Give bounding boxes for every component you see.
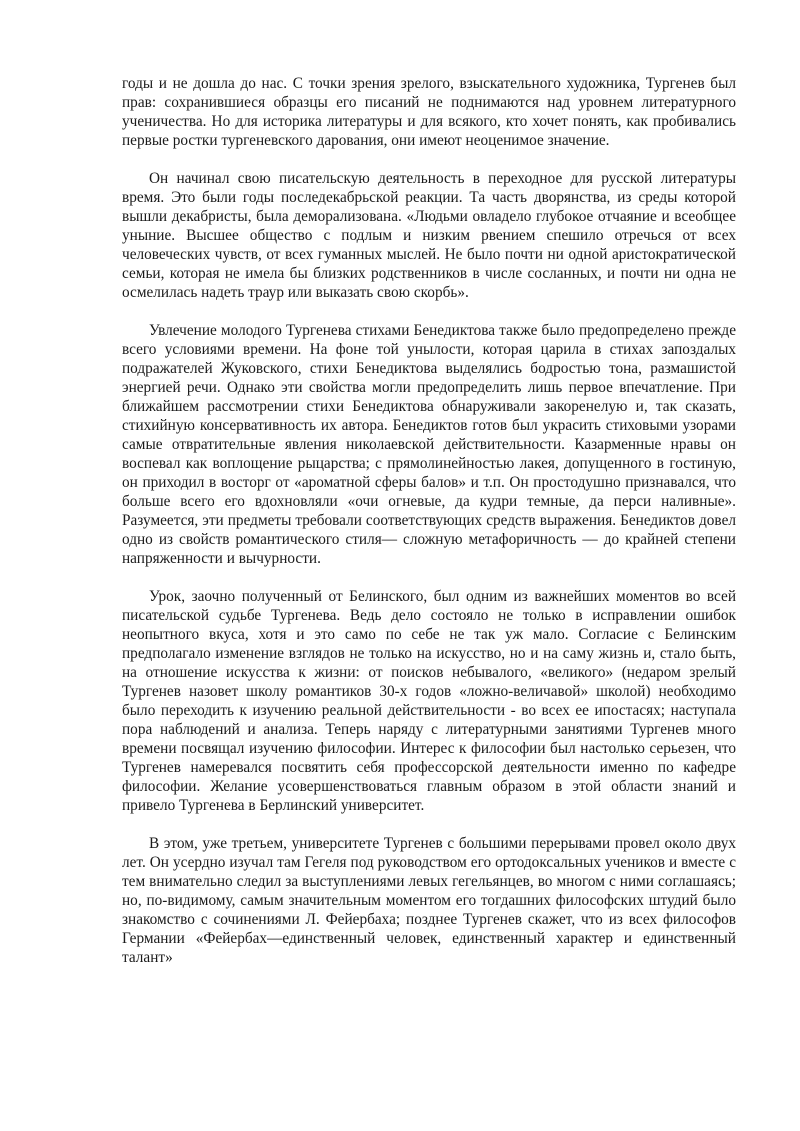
paragraph-4: Урок, заочно полученный от Белинского, был одним из важнейших моментов во всей писательской судьбе Тургенева. Ведь дело состояло не только в исправлении ошибок неопытного вкуса, хотя и это само по себе не так уж мало. Согласие с Белинским предполагало изменение взглядов не только на искусство, но и на саму жизнь и, стало быть, на отношение искусства к жизни: от поисков небывалого, «великого» (недаром зрелый Тургенев назовет школу романтиков 30-х годов «ложно-величавой» школой) необходимо было переходить к изучению реальной действительности - во всех ее ипостасях; наступала пора наблюдений и анализа. Теперь наряду с литературными занятиями Тургенев много времени посвящал изучению философии. Интерес к философии был настолько серьезен, что Тургенев намеревался посвятить себя профессорской деятельности именно по кафедре философии. Желание усовершенствоваться главным образом в этой области знаний и привело Тургенева в Берлинский университет. (122, 588, 736, 814)
paragraph-2: Он начинал свою писательскую деятельность в переходное для русской литературы время. Это были годы последекабрьской реакции. Та часть дворянства, из среды которой вышли декабристы, была деморализована. «Людьми овладело глубокое отчаяние и всеобщее уныние. Высшее общество с подлым и низким рвением спешило отречься от всех человеческих чувств, от всех гуманных мыслей. Не было почти ни одной аристократической семьи, которая не имела бы близких родственников в числе сосланных, и почти ни одна не осмелилась надеть траур или выказать свою скорбь». (122, 170, 736, 301)
document-page (122, 74, 736, 986)
paragraph-5: В этом, уже третьем, университете Тургенев с большими перерывами провел около двух лет. Он усердно изучал там Гегеля под руководством его ортодоксальных учеников и вместе с тем внимательно следил за выступлениями левых гегельянцев, во многом с ними соглашаясь; но, по-видимому, самым значительным моментом его тогдашних философских штудий было знакомство с сочинениями Л. Фейербаха; позднее Тургенев скажет, что из всех философов Германии «Фейербах—единственный человек, единственный характер и единственный талант» (122, 835, 736, 966)
paragraph-1: годы и не дошла до нас. С точки зрения зрелого, взыскательного художника, Тургенев был прав: сохранившиеся образцы его писаний не поднимаются над уровнем литературного ученичества. Но для историка литературы и для всякого, кто хочет понять, как пробивались первые ростки тургеневского дарования, они имеют неоценимое значение. (122, 75, 736, 149)
paragraph-3: Увлечение молодого Тургенева стихами Бенедиктова также было предопределено прежде всего условиями времени. На фоне той унылости, которая царила в стихах запоздалых подражателей Жуковского, стихи Бенедиктова выделялись бодростью тона, размашистой энергией речи. Однако эти свойства могли предопределить лишь первое впечатление. При ближайшем рассмотрении стихи Бенедиктова обнаруживали закоренелую и, так сказать, стихийную консервативность их автора. Бенедиктов готов был украсить стиховыми узорами самые отвратительные явления николаевской действительности. Казарменные нравы он воспевал как воплощение рыцарства; с прямолинейностью лакея, допущенного в гостиную, он приходил в восторг от «ароматной сферы балов» и т.п. Он простодушно признавался, что больше всего его вдохновляли «очи огневые, да кудри темные, да перси наливные». Разумеется, эти предметы требовали соответствующих средств выражения. Бенедиктов довел одно из свойств романтического стиля— сложную метафоричность — до крайней степени напряженности и вычурности. (122, 322, 736, 567)
